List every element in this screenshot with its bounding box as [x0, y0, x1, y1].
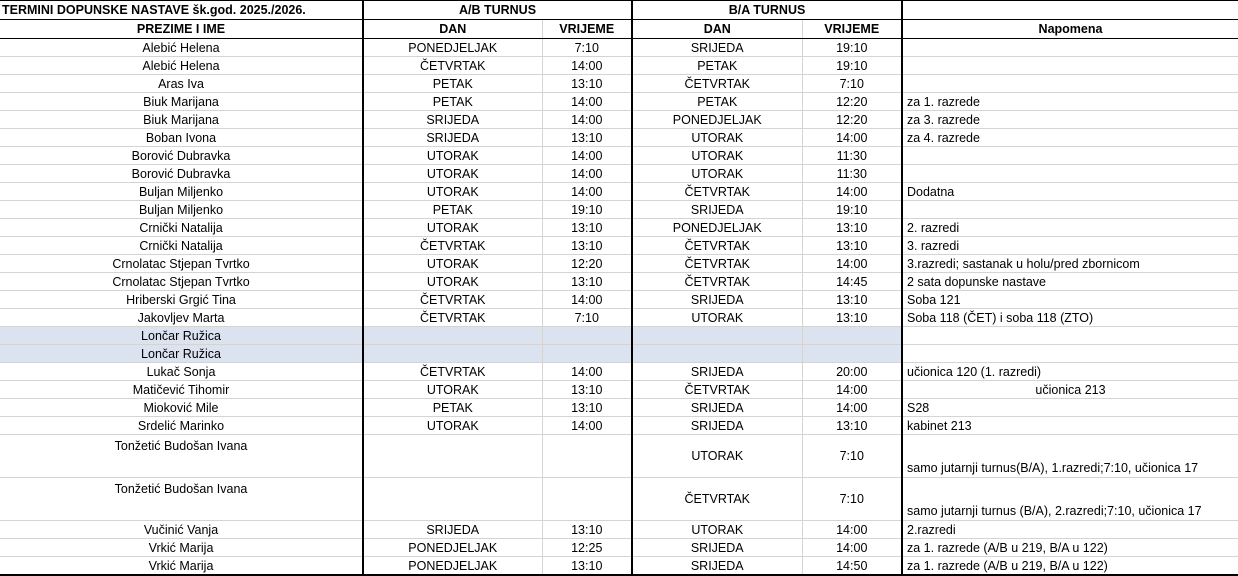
- name-cell[interactable]: Crnički Natalija: [0, 219, 363, 237]
- table-row: [0, 327, 1238, 345]
- ab-vrijeme-cell[interactable]: 13:10: [542, 381, 632, 399]
- napomena-cell[interactable]: samo jutarnji turnus(B/A), 1.razredi;7:10, učionica 17: [902, 435, 1238, 478]
- ab-vrijeme-cell[interactable]: 12:25: [542, 539, 632, 557]
- ba-vrijeme-cell[interactable]: 14:00: [802, 129, 902, 147]
- ab-dan-cell[interactable]: ČETVRTAK: [363, 309, 542, 327]
- napomena-cell[interactable]: za 1. razrede: [902, 93, 1238, 111]
- table-row: [0, 273, 1238, 291]
- name-cell[interactable]: Vrkić Marija: [0, 557, 363, 576]
- ba-vrijeme-cell[interactable]: 14:00: [802, 183, 902, 201]
- ba-vrijeme-cell[interactable]: 14:45: [802, 273, 902, 291]
- ab-dan-cell[interactable]: [363, 435, 542, 478]
- table-row: [0, 129, 1238, 147]
- napomena-cell[interactable]: [902, 75, 1238, 93]
- ba-vrijeme-cell[interactable]: 13:10: [802, 417, 902, 435]
- ab-dan-cell[interactable]: [363, 345, 542, 363]
- ba-dan-cell[interactable]: SRIJEDA: [632, 291, 802, 309]
- ba-vrijeme-cell[interactable]: [802, 327, 902, 345]
- ab-vrijeme-cell[interactable]: 7:10: [542, 39, 632, 57]
- ab-vrijeme-cell[interactable]: [542, 435, 632, 478]
- table-row: [0, 521, 1238, 539]
- ba-vrijeme-cell[interactable]: 12:20: [802, 111, 902, 129]
- table-row: [0, 417, 1238, 435]
- ab-vrijeme-cell[interactable]: 13:10: [542, 75, 632, 93]
- napomena-cell[interactable]: [902, 39, 1238, 57]
- ab-dan-cell[interactable]: UTORAK: [363, 255, 542, 273]
- ba-dan-cell[interactable]: ČETVRTAK: [632, 237, 802, 255]
- ab-vrijeme-cell[interactable]: [542, 478, 632, 521]
- napomena-cell[interactable]: za 1. razrede (A/B u 219, B/A u 122): [902, 539, 1238, 557]
- name-cell[interactable]: Lončar Ružica: [0, 327, 363, 345]
- ba-dan-cell[interactable]: SRIJEDA: [632, 417, 802, 435]
- ab-dan-cell[interactable]: PETAK: [363, 201, 542, 219]
- ab-dan-cell[interactable]: PETAK: [363, 93, 542, 111]
- ba-dan-cell[interactable]: UTORAK: [632, 165, 802, 183]
- ab-vrijeme-cell[interactable]: [542, 327, 632, 345]
- ba-vrijeme-cell[interactable]: 13:10: [802, 237, 902, 255]
- name-cell[interactable]: Alebić Helena: [0, 39, 363, 57]
- ba-dan-cell[interactable]: UTORAK: [632, 309, 802, 327]
- napomena-cell[interactable]: [902, 327, 1238, 345]
- ba-vrijeme-column-header[interactable]: VRIJEME: [802, 20, 902, 39]
- empty-header-cell[interactable]: [902, 1, 1238, 20]
- napomena-cell[interactable]: 2 sata dopunske nastave: [902, 273, 1238, 291]
- table-row: [0, 39, 1238, 57]
- ba-vrijeme-cell[interactable]: 14:00: [802, 381, 902, 399]
- ba-dan-cell[interactable]: UTORAK: [632, 129, 802, 147]
- name-cell[interactable]: Jakovljev Marta: [0, 309, 363, 327]
- name-cell[interactable]: Borović Dubravka: [0, 147, 363, 165]
- ab-vrijeme-cell[interactable]: 13:10: [542, 273, 632, 291]
- ab-dan-cell[interactable]: ČETVRTAK: [363, 57, 542, 75]
- table-row: [0, 345, 1238, 363]
- ba-dan-cell[interactable]: ČETVRTAK: [632, 478, 802, 521]
- table-row: [0, 57, 1238, 75]
- ba-dan-cell[interactable]: [632, 345, 802, 363]
- napomena-cell[interactable]: 2. razredi: [902, 219, 1238, 237]
- ba-vrijeme-cell[interactable]: 19:10: [802, 201, 902, 219]
- ab-dan-cell[interactable]: SRIJEDA: [363, 111, 542, 129]
- ab-vrijeme-cell[interactable]: [542, 345, 632, 363]
- ba-dan-cell[interactable]: PONEDJELJAK: [632, 111, 802, 129]
- ab-dan-cell[interactable]: UTORAK: [363, 417, 542, 435]
- name-cell[interactable]: Lukač Sonja: [0, 363, 363, 381]
- ba-vrijeme-cell[interactable]: [802, 345, 902, 363]
- ba-vrijeme-cell[interactable]: 7:10: [802, 435, 902, 478]
- napomena-cell[interactable]: za 1. razrede (A/B u 219, B/A u 122): [902, 557, 1238, 576]
- name-cell[interactable]: Tonžetić Budošan Ivana: [0, 435, 363, 478]
- ab-vrijeme-cell[interactable]: 14:00: [542, 111, 632, 129]
- name-cell[interactable]: Boban Ivona: [0, 129, 363, 147]
- ab-dan-cell[interactable]: [363, 327, 542, 345]
- napomena-cell[interactable]: 3. razredi: [902, 237, 1238, 255]
- ba-vrijeme-cell[interactable]: 20:00: [802, 363, 902, 381]
- ab-dan-cell[interactable]: UTORAK: [363, 147, 542, 165]
- ba-vrijeme-cell[interactable]: 11:30: [802, 147, 902, 165]
- ba-dan-cell[interactable]: SRIJEDA: [632, 39, 802, 57]
- name-cell[interactable]: Buljan Miljenko: [0, 183, 363, 201]
- ab-vrijeme-cell[interactable]: 13:10: [542, 557, 632, 576]
- ab-dan-cell[interactable]: UTORAK: [363, 183, 542, 201]
- ab-dan-cell[interactable]: ČETVRTAK: [363, 363, 542, 381]
- napomena-cell[interactable]: [902, 201, 1238, 219]
- ab-dan-cell[interactable]: PETAK: [363, 399, 542, 417]
- napomena-cell[interactable]: za 4. razrede: [902, 129, 1238, 147]
- ab-vrijeme-cell[interactable]: 12:20: [542, 255, 632, 273]
- ab-vrijeme-cell[interactable]: 14:00: [542, 291, 632, 309]
- ab-vrijeme-column-header[interactable]: VRIJEME: [542, 20, 632, 39]
- ba-dan-cell[interactable]: PONEDJELJAK: [632, 219, 802, 237]
- napomena-cell[interactable]: [902, 165, 1238, 183]
- table-row: [0, 309, 1238, 327]
- ba-dan-column-header[interactable]: DAN: [632, 20, 802, 39]
- ba-dan-cell[interactable]: SRIJEDA: [632, 201, 802, 219]
- name-cell[interactable]: Buljan Miljenko: [0, 201, 363, 219]
- ba-vrijeme-cell[interactable]: 13:10: [802, 219, 902, 237]
- name-cell[interactable]: Crnolatac Stjepan Tvrtko: [0, 255, 363, 273]
- name-cell[interactable]: Aras Iva: [0, 75, 363, 93]
- ba-vrijeme-cell[interactable]: 7:10: [802, 75, 902, 93]
- name-cell[interactable]: Borović Dubravka: [0, 165, 363, 183]
- name-cell[interactable]: Hriberski Grgić Tina: [0, 291, 363, 309]
- sheet-title-cell[interactable]: TERMINI DOPUNSKE NASTAVE šk.god. 2025./2026.: [0, 1, 363, 20]
- ba-dan-cell[interactable]: [632, 327, 802, 345]
- ba-vrijeme-cell[interactable]: 13:10: [802, 291, 902, 309]
- napomena-cell[interactable]: za 3. razrede: [902, 111, 1238, 129]
- ba-vrijeme-cell[interactable]: 7:10: [802, 478, 902, 521]
- ab-dan-cell[interactable]: PONEDJELJAK: [363, 539, 542, 557]
- ab-dan-cell[interactable]: ČETVRTAK: [363, 291, 542, 309]
- ab-dan-cell[interactable]: ČETVRTAK: [363, 237, 542, 255]
- table-row: [0, 255, 1238, 273]
- table-row: [0, 111, 1238, 129]
- ba-vrijeme-cell[interactable]: 14:00: [802, 399, 902, 417]
- ba-dan-cell[interactable]: PETAK: [632, 57, 802, 75]
- table-row: [0, 557, 1238, 576]
- table-row: [0, 147, 1238, 165]
- napomena-cell[interactable]: kabinet 213: [902, 417, 1238, 435]
- ab-vrijeme-cell[interactable]: 13:10: [542, 237, 632, 255]
- table-row: [0, 201, 1238, 219]
- name-cell[interactable]: Crnolatac Stjepan Tvrtko: [0, 273, 363, 291]
- ab-vrijeme-cell[interactable]: 13:10: [542, 399, 632, 417]
- ba-dan-cell[interactable]: ČETVRTAK: [632, 75, 802, 93]
- name-cell[interactable]: Vrkić Marija: [0, 539, 363, 557]
- ab-vrijeme-cell[interactable]: 14:00: [542, 417, 632, 435]
- ab-vrijeme-cell[interactable]: 7:10: [542, 309, 632, 327]
- ba-dan-cell[interactable]: ČETVRTAK: [632, 273, 802, 291]
- name-cell[interactable]: Matičević Tihomir: [0, 381, 363, 399]
- ab-dan-cell[interactable]: PETAK: [363, 75, 542, 93]
- ba-vrijeme-cell[interactable]: 13:10: [802, 309, 902, 327]
- table-row: [0, 291, 1238, 309]
- table-row: [0, 219, 1238, 237]
- ba-dan-cell[interactable]: SRIJEDA: [632, 539, 802, 557]
- title-row: [0, 1, 1238, 20]
- ab-dan-cell[interactable]: UTORAK: [363, 381, 542, 399]
- ba-dan-cell[interactable]: UTORAK: [632, 435, 802, 478]
- napomena-cell[interactable]: Soba 121: [902, 291, 1238, 309]
- ba-vrijeme-cell[interactable]: 14:00: [802, 521, 902, 539]
- table-row: [0, 478, 1238, 521]
- ba-vrijeme-cell[interactable]: 14:00: [802, 539, 902, 557]
- name-cell[interactable]: Vučinić Vanja: [0, 521, 363, 539]
- ab-dan-column-header[interactable]: DAN: [363, 20, 542, 39]
- table-row: [0, 539, 1238, 557]
- napomena-cell[interactable]: 2.razredi: [902, 521, 1238, 539]
- table-row: [0, 435, 1238, 478]
- table-row: [0, 183, 1238, 201]
- ab-vrijeme-cell[interactable]: 13:10: [542, 521, 632, 539]
- ab-vrijeme-cell[interactable]: 14:00: [542, 93, 632, 111]
- name-cell[interactable]: Crnički Natalija: [0, 237, 363, 255]
- column-header-row: [0, 20, 1238, 39]
- table-row: [0, 237, 1238, 255]
- napomena-cell[interactable]: [902, 345, 1238, 363]
- ba-vrijeme-cell[interactable]: 11:30: [802, 165, 902, 183]
- ab-vrijeme-cell[interactable]: 14:00: [542, 147, 632, 165]
- name-cell[interactable]: Lončar Ružica: [0, 345, 363, 363]
- ba-dan-cell[interactable]: ČETVRTAK: [632, 255, 802, 273]
- napomena-cell[interactable]: Dodatna: [902, 183, 1238, 201]
- napomena-cell[interactable]: 3.razredi; sastanak u holu/pred zbornicom: [902, 255, 1238, 273]
- ab-dan-cell[interactable]: UTORAK: [363, 219, 542, 237]
- ab-dan-cell[interactable]: SRIJEDA: [363, 129, 542, 147]
- napomena-cell[interactable]: samo jutarnji turnus (B/A), 2.razredi;7:10, učionica 17: [902, 478, 1238, 521]
- napomena-cell[interactable]: [902, 57, 1238, 75]
- napomena-cell[interactable]: učionica 120 (1. razredi): [902, 363, 1238, 381]
- table-row: [0, 165, 1238, 183]
- ba-dan-cell[interactable]: UTORAK: [632, 147, 802, 165]
- ab-dan-cell[interactable]: PONEDJELJAK: [363, 39, 542, 57]
- ab-vrijeme-cell[interactable]: 13:10: [542, 219, 632, 237]
- table-row: [0, 93, 1238, 111]
- table-row: [0, 75, 1238, 93]
- name-cell[interactable]: Alebić Helena: [0, 57, 363, 75]
- napomena-cell[interactable]: Soba 118 (ČET) i soba 118 (ZTO): [902, 309, 1238, 327]
- ab-dan-cell[interactable]: UTORAK: [363, 165, 542, 183]
- ab-dan-cell[interactable]: PONEDJELJAK: [363, 557, 542, 576]
- napomena-cell[interactable]: S28: [902, 399, 1238, 417]
- ab-vrijeme-cell[interactable]: 14:00: [542, 165, 632, 183]
- ab-dan-cell[interactable]: [363, 478, 542, 521]
- napomena-cell[interactable]: [902, 147, 1238, 165]
- name-column-header[interactable]: PREZIME I IME: [0, 20, 363, 39]
- ab-vrijeme-cell[interactable]: 14:00: [542, 57, 632, 75]
- ba-vrijeme-cell[interactable]: 19:10: [802, 39, 902, 57]
- ba-turnus-header[interactable]: B/A TURNUS: [632, 1, 902, 20]
- name-cell[interactable]: Biuk Marijana: [0, 111, 363, 129]
- ba-dan-cell[interactable]: UTORAK: [632, 521, 802, 539]
- ab-turnus-header[interactable]: A/B TURNUS: [363, 1, 632, 20]
- ba-dan-cell[interactable]: SRIJEDA: [632, 557, 802, 576]
- name-cell[interactable]: Biuk Marijana: [0, 93, 363, 111]
- table-row: [0, 381, 1238, 399]
- ba-dan-cell[interactable]: ČETVRTAK: [632, 183, 802, 201]
- ba-dan-cell[interactable]: SRIJEDA: [632, 363, 802, 381]
- ba-dan-cell[interactable]: ČETVRTAK: [632, 381, 802, 399]
- ab-vrijeme-cell[interactable]: 13:10: [542, 129, 632, 147]
- ab-vrijeme-cell[interactable]: 14:00: [542, 363, 632, 381]
- ba-dan-cell[interactable]: PETAK: [632, 93, 802, 111]
- table-row: [0, 399, 1238, 417]
- ba-vrijeme-cell[interactable]: 14:00: [802, 255, 902, 273]
- ba-vrijeme-cell[interactable]: 12:20: [802, 93, 902, 111]
- table-row: [0, 363, 1238, 381]
- napomena-column-header[interactable]: Napomena: [902, 20, 1238, 39]
- ab-dan-cell[interactable]: UTORAK: [363, 273, 542, 291]
- napomena-cell[interactable]: učionica 213: [902, 381, 1238, 399]
- ab-dan-cell[interactable]: SRIJEDA: [363, 521, 542, 539]
- ba-vrijeme-cell[interactable]: 19:10: [802, 57, 902, 75]
- name-cell[interactable]: Tonžetić Budošan Ivana: [0, 478, 363, 521]
- name-cell[interactable]: Mioković Mile: [0, 399, 363, 417]
- ba-dan-cell[interactable]: SRIJEDA: [632, 399, 802, 417]
- ba-vrijeme-cell[interactable]: 14:50: [802, 557, 902, 576]
- ab-vrijeme-cell[interactable]: 19:10: [542, 201, 632, 219]
- name-cell[interactable]: Srdelić Marinko: [0, 417, 363, 435]
- ab-vrijeme-cell[interactable]: 14:00: [542, 183, 632, 201]
